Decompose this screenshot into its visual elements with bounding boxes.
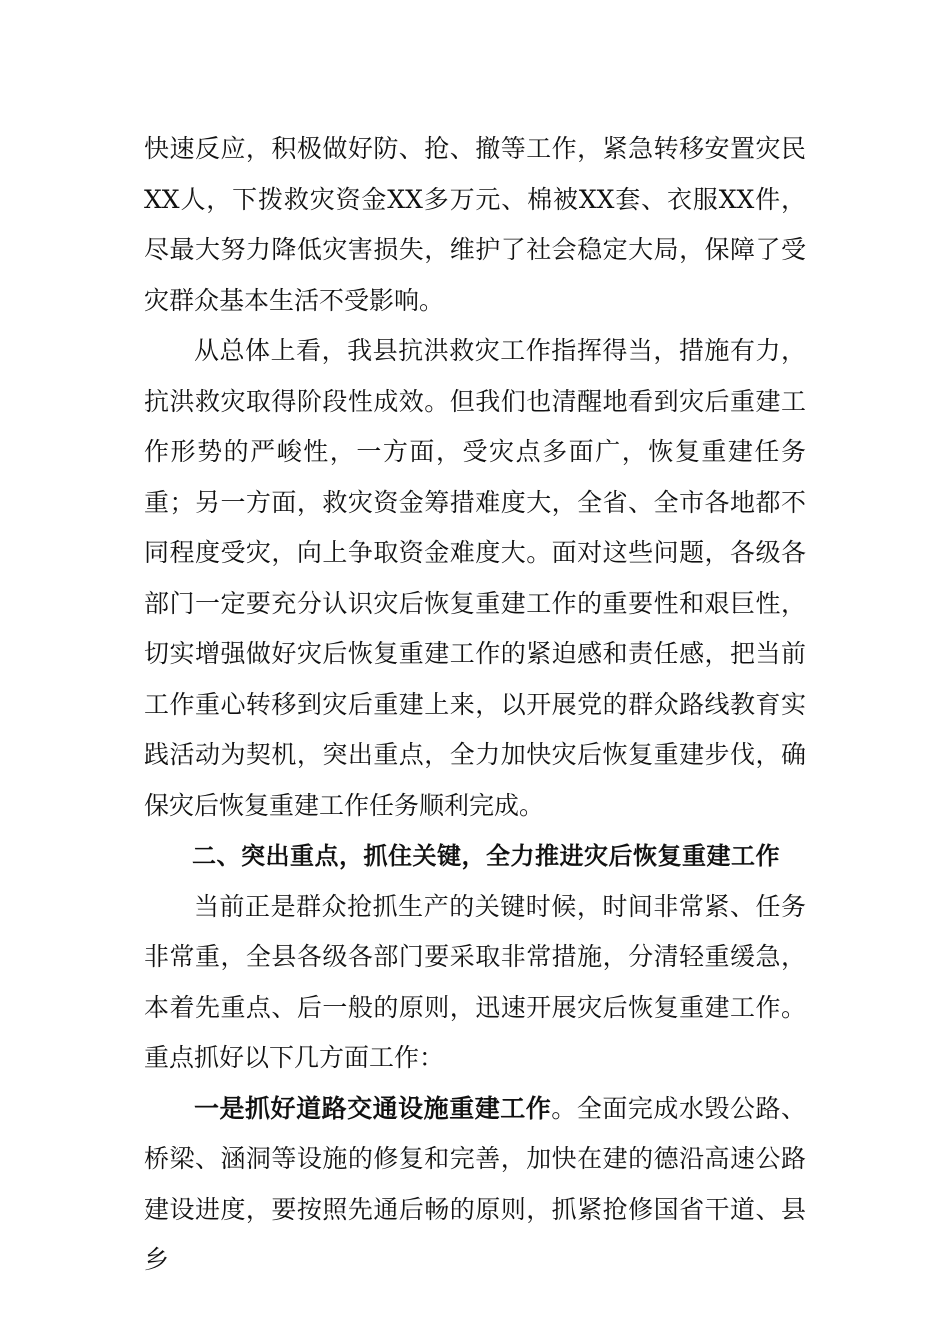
paragraph-2: 从总体上看，我县抗洪救灾工作指挥得当，措施有力，抗洪救灾取得阶段性成效。但我们也清醒地看到灾后重建工作形势的严峻性，一方面，受灾点多面广，恢复重建任务重；另一方面，救灾资金筹措难度大，全省、全市各地都不同程度受灾，向上争取资金难度大。面对这些问题，各级各部门一定要充分认识灾后恢复重建工作的重要性和艰巨性，切实增强做好灾后恢复重建工作的紧迫感和责任感，把当前工作重心转移到灾后重建上来，以开展党的群众路线教育实践活动为契机，突出重点，全力加快灾后恢复重建步伐，确保灾后恢复重建工作任务顺利完成。 bbox=[144, 336, 806, 820]
paragraph-4-body: 。全面完成水毁公路、桥梁、涵洞等设施的修复和完善，加快在建的德沿高速公路建设进度，要按照先通后畅的原则，抓紧抢修国省干道、县乡 bbox=[144, 1093, 806, 1274]
section-heading-2: 二、突出重点，抓住关键，全力推进灾后恢复重建工作 bbox=[192, 842, 780, 870]
paragraph-3: 当前正是群众抢抓生产的关键时候，时间非常紧、任务非常重，全县各级各部门要采取非常措施，分清轻重缓急，本着先重点、后一般的原则，迅速开展灾后恢复重建工作。重点抓好以下几方面工作： bbox=[144, 891, 806, 1072]
paragraph-1: 快速反应，积极做好防、抢、撤等工作，紧急转移安置灾民XX人，下拨救灾资金XX多万元、棉被XX套、衣服XX件，尽最大努力降低灾害损失，维护了社会稳定大局，保障了受灾群众基本生活不受影响。 bbox=[144, 134, 806, 315]
document-body bbox=[144, 124, 806, 1286]
paragraph-4-lead: 一是抓好道路交通设施重建工作 bbox=[194, 1093, 552, 1123]
paragraph-4 bbox=[144, 1084, 806, 1286]
